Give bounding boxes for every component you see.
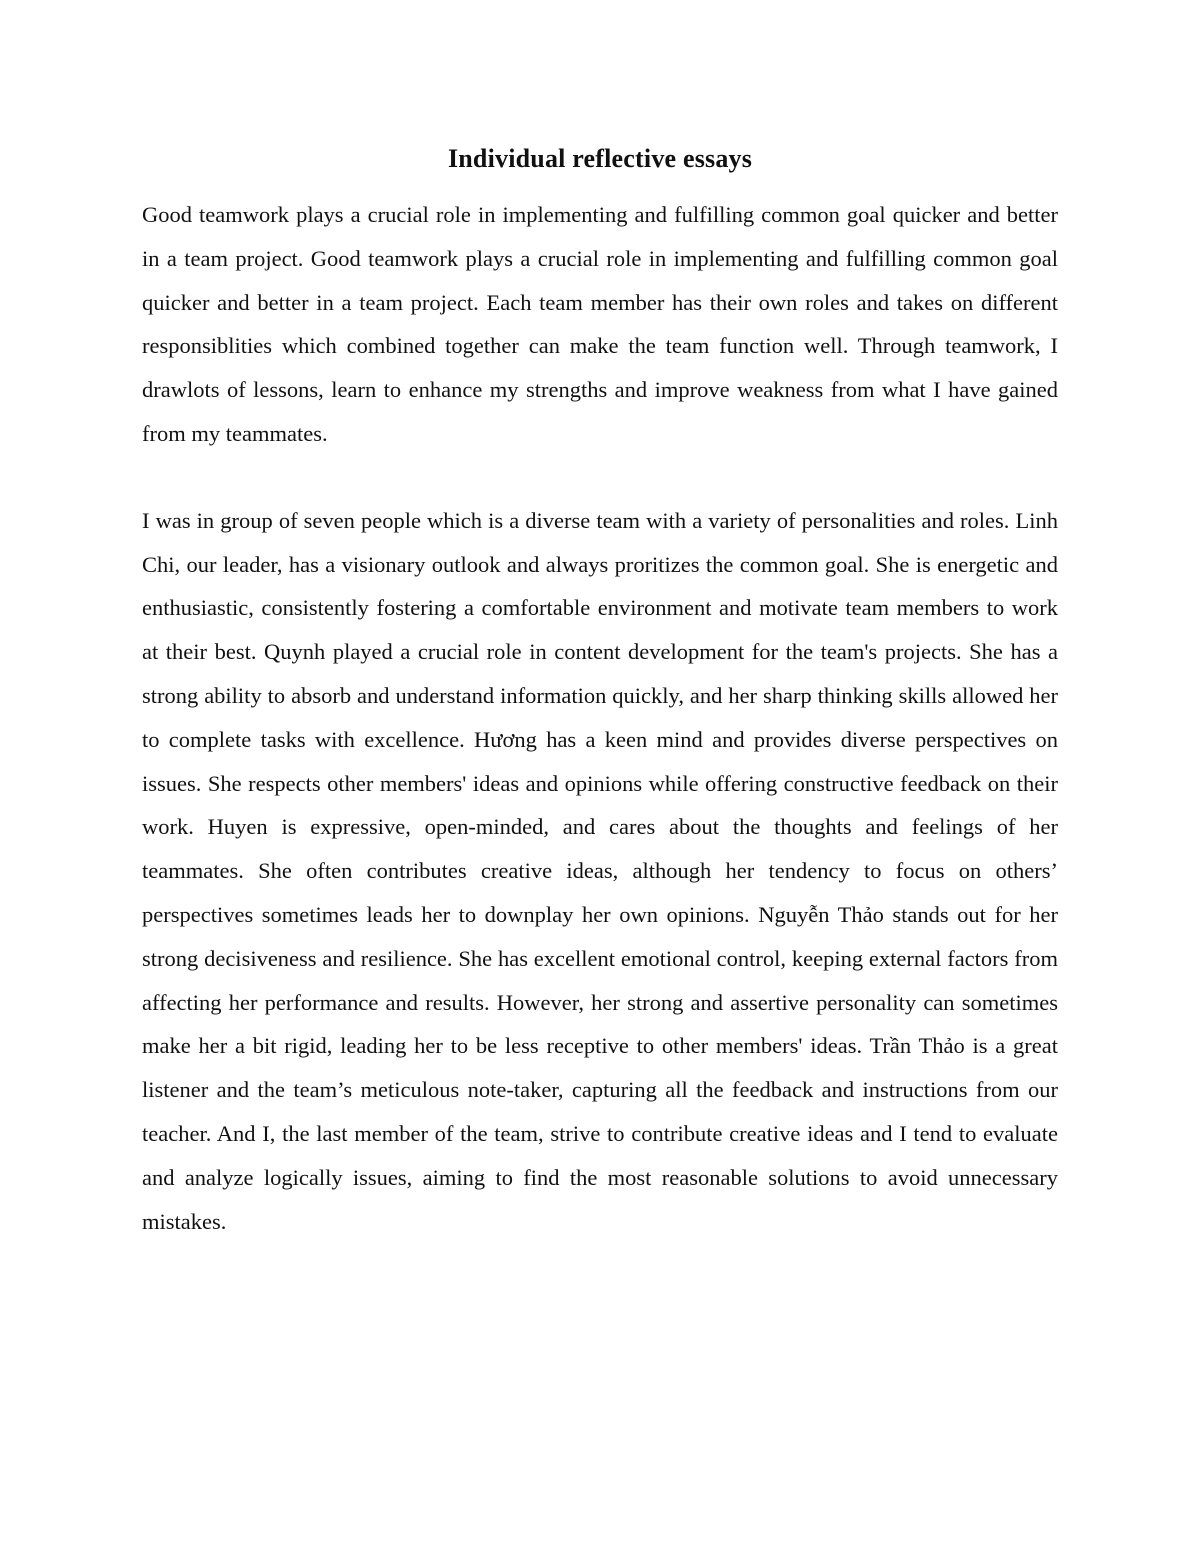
document-body xyxy=(142,140,1058,1243)
document-title: Individual reflective essays xyxy=(447,144,753,173)
paragraph-intro: Good teamwork plays a crucial role in implementing and fulfilling common goal quicker and better in a team project. Good teamwork plays a crucial role in implementing and fulfilling common goal quicker and better in a team project. Each team member has their own roles and takes on different responsiblities which combined together can make the team function well. Through teamwork, I drawlots of lessons, learn to enhance my strengths and improve weakness from what I have gained from my teammates. xyxy=(142,202,1058,446)
paragraph-team-members: I was in group of seven people which is a diverse team with a variety of personalities and roles. Linh Chi, our leader, has a visionary outlook and always proritizes the common goal. She is energetic and enthusiastic, consistently fostering a comfortable environment and motivate team members to work at their best. Quynh played a crucial role in content development for the team's projects. She has a strong ability to absorb and understand information quickly, and her sharp thinking skills allowed her to complete tasks with excellence. Hương has a keen mind and provides diverse perspectives on issues. She respects other members' ideas and opinions while offering constructive feedback on their work. Huyen is expressive, open-minded, and cares about the thoughts and feelings of her teammates. She often contributes creative ideas, although her tendency to focus on others’ perspectives sometimes leads her to downplay her own opinions. Nguyễn Thảo stands out for her strong decisiveness and resilience. She has excellent emotional control, keeping external factors from affecting her performance and results. However, her strong and assertive personality can sometimes make her a bit rigid, leading her to be less receptive to other members' ideas. Trần Thảo is a great listener and the team’s meticulous note-taker, capturing all the feedback and instructions from our teacher. And I, the last member of the team, strive to contribute creative ideas and I tend to evaluate and analyze logically issues, aiming to find the most reasonable solutions to avoid unnecessary mistakes. xyxy=(142,507,1058,1234)
